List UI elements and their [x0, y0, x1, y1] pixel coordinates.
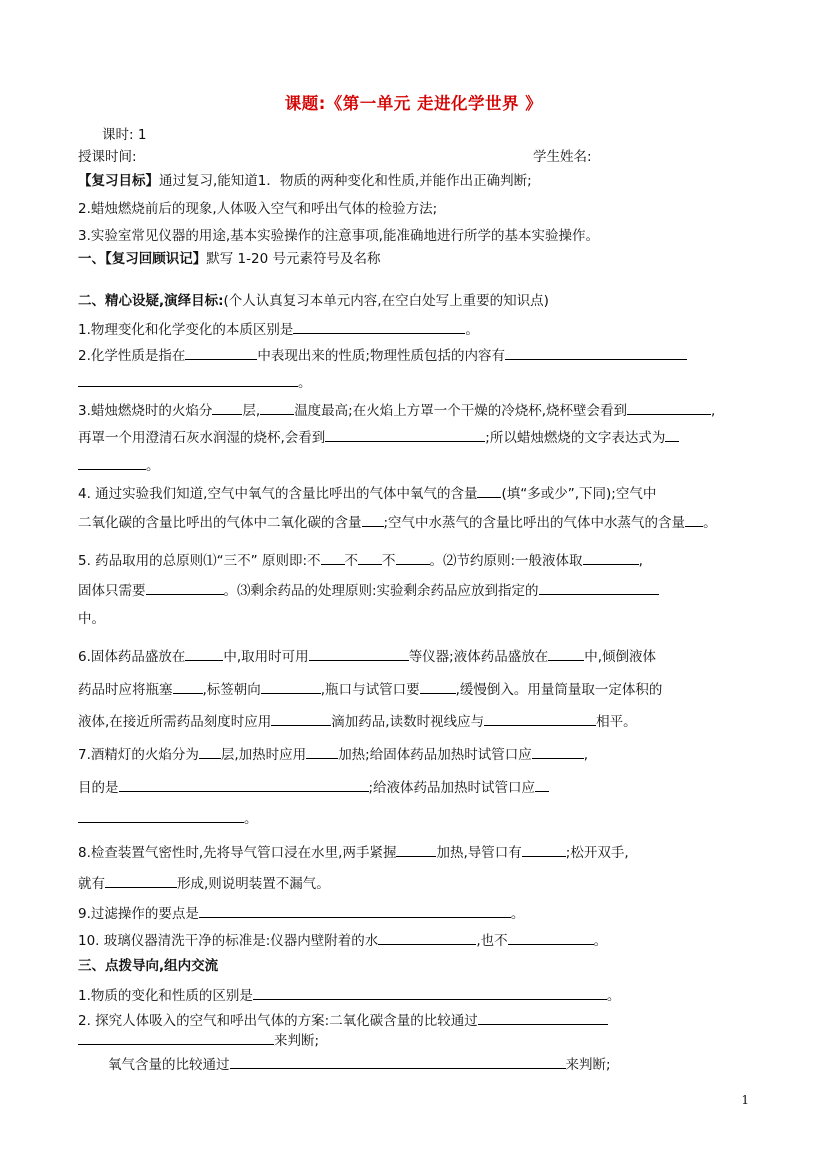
q6-text-i: 液体,在接近所需药品刻度时应用 [78, 714, 272, 730]
question-5-cont [78, 580, 659, 600]
q6-text-h: ,缓慢倒入。用量筒量取一定体积的 [455, 682, 663, 698]
q5-text-a: 5. 药品取用的总原则⑴“三不” 原则即:不 [78, 553, 321, 569]
q4-end: 。 [703, 515, 717, 531]
question-7-cont-2 [78, 808, 258, 828]
p2-blank-1[interactable] [478, 1010, 608, 1025]
goals-label: 【复习目标】 [78, 173, 159, 189]
point-1 [78, 985, 620, 1005]
q4-blank-3[interactable] [685, 512, 703, 527]
q1-blank[interactable] [293, 319, 465, 334]
q7-blank-3[interactable] [532, 744, 584, 759]
q7-end: 。 [244, 811, 258, 827]
q2-blank-2[interactable] [505, 345, 687, 360]
section-2-label: 二、精心设疑,演绎目标: [78, 293, 224, 309]
q7-blank-4[interactable] [119, 777, 369, 792]
q3-blank-3[interactable] [627, 400, 711, 415]
q8-text-a: 8.检查装置气密性时,先将导气管口浸在水里,两手紧握 [78, 845, 397, 861]
q8-text-b: 加热,导管口有 [436, 845, 522, 861]
point-2-cont [78, 1030, 319, 1050]
q5-blank-5[interactable] [146, 580, 224, 595]
q3-blank-2[interactable] [260, 400, 294, 415]
question-8-cont [78, 873, 330, 893]
q6-text-a: 6.固体药品盛放在 [78, 649, 186, 665]
q7-text-e: 目的是 [78, 780, 119, 796]
q6-blank-8[interactable] [484, 711, 596, 726]
q6-blank-5[interactable] [261, 679, 321, 694]
p2-text-a: 2. 探究人体吸入的空气和呼出气体的方案:二氧化碳含量的比较通过 [78, 1013, 478, 1029]
goal-line-3: 3.实验室常见仪器的用途,基本实验操作的注意事项,能准确地进行所学的基本实验操作。 [78, 228, 599, 244]
q4-blank-2[interactable] [362, 512, 384, 527]
q8-text-c: ;松开双手, [565, 845, 629, 861]
q10-text-b: ,也不 [476, 933, 508, 949]
q8-text-d: 就有 [78, 876, 105, 892]
q9-end: 。 [510, 906, 525, 922]
p2-blank-2[interactable] [78, 1030, 274, 1045]
q3-text-c: 温度最高;在火焰上方罩一个干燥的冷烧杯,烧杯壁会看到 [294, 403, 628, 419]
q10-end: 。 [593, 933, 608, 949]
q5-text-e: , [638, 553, 643, 569]
question-2 [78, 345, 687, 365]
p2-text-d: 来判断; [565, 1057, 611, 1073]
q5-text-g: 。⑶剩余药品的处理原则:实验剩余药品应放到指定的 [223, 583, 539, 599]
q9-text: 9.过滤操作的要点是 [78, 906, 199, 922]
q6-blank-6[interactable] [420, 679, 456, 694]
question-8 [78, 842, 629, 862]
q3-end: 。 [146, 458, 160, 474]
section-1-label: 【复习回顾识记】 [105, 251, 207, 267]
goal-line-1 [78, 172, 532, 190]
question-7-cont [78, 777, 549, 797]
q6-text-k: 相平。 [596, 714, 637, 730]
q7-blank-2[interactable] [306, 744, 338, 759]
question-5-cont-2: 中。 [78, 611, 105, 627]
question-2-cont [78, 372, 312, 392]
student-name-label: 学生姓名: [533, 149, 592, 165]
p2-text-c: 氧气含量的比较通过 [108, 1057, 230, 1073]
question-3-cont [78, 427, 679, 447]
teach-time-label: 授课时间: [78, 149, 137, 165]
q4-text-c: 二氧化碳的含量比呼出的气体中二氧化碳的含量 [78, 515, 362, 531]
question-9 [78, 903, 524, 923]
goal-line-2: 2.蜡烛燃烧前后的现象,人体吸入空气和呼出气体的检验方法; [78, 201, 438, 217]
question-3 [78, 400, 715, 420]
q6-blank-1[interactable] [185, 646, 223, 661]
q6-text-j: 滴加药品,读数时视线应与 [331, 714, 485, 730]
question-7 [78, 744, 588, 764]
section-1-heading [78, 250, 380, 268]
p2-text-b: 来判断; [274, 1033, 320, 1049]
q2-text-a: 2.化学性质是指在 [78, 348, 186, 364]
goal-1-text: 通过复习,能知道1．物质的两种变化和性质,并能作出正确判断; [159, 173, 532, 189]
p1-blank[interactable] [253, 985, 607, 1000]
question-10 [78, 930, 607, 950]
q7-text-f: ;给液体药品加热时试管口应 [368, 780, 536, 796]
question-6-cont [78, 679, 662, 699]
q6-blank-4[interactable] [173, 679, 203, 694]
q3-text-e: 再罩一个用澄清石灰水润湿的烧杯,会看到 [78, 430, 326, 446]
q7-text-c: 加热;给固体药品加热时试管口应 [338, 747, 532, 763]
q8-blank-3[interactable] [105, 873, 177, 888]
q3-text-d: , [711, 403, 716, 419]
q8-text-e: 形成,则说明装置不漏气。 [177, 876, 330, 892]
q7-text-d: , [583, 747, 589, 763]
q2-text-b: 中表现出来的性质;物理性质包括的内容有 [257, 348, 505, 364]
q6-text-d: 中,倾倒液体 [584, 649, 657, 665]
q2-end: 。 [298, 375, 312, 391]
q1-end: 。 [465, 322, 479, 338]
q4-text-a: 4. 通过实验我们知道,空气中氧气的含量比呼出的气体中氧气的含量 [78, 486, 478, 502]
point-2-cont-2 [108, 1054, 611, 1074]
q3-blank-4[interactable] [325, 427, 485, 442]
section-3-heading: 三、点拨导向,组内交流 [78, 958, 219, 974]
q4-text-b: (填“多或少”,下同);空气中 [501, 486, 657, 502]
q8-blank-2[interactable] [522, 842, 566, 857]
q3-text-b: 层, [242, 403, 261, 419]
q5-blank-1[interactable] [321, 550, 345, 565]
p1-end: 。 [606, 988, 621, 1004]
section-1-text: 默写 1-20 号元素符号及名称 [206, 251, 381, 267]
q7-blank-6[interactable] [78, 808, 244, 823]
section-2-text: (个人认真复习本单元内容,在空白处写上重要的知识点) [223, 293, 549, 309]
q3-blank-6[interactable] [78, 455, 146, 470]
q5-blank-4[interactable] [583, 550, 639, 565]
q10-text-a: 10. 玻璃仪器清洗干净的标准是:仪器内壁附着的水 [78, 933, 379, 949]
q3-text-f: ;所以蜡烛燃烧的文字表达式为 [485, 430, 666, 446]
q3-blank-5[interactable] [665, 427, 679, 442]
period-label: 课时: 1 [102, 127, 147, 143]
page-number: 1 [741, 1093, 749, 1107]
point-2 [78, 1010, 608, 1030]
section-1-prefix: 一、 [78, 251, 105, 267]
q4-text-d: ;空气中水蒸气的含量比呼出的气体中水蒸气的含量 [383, 515, 686, 531]
question-6-cont-2 [78, 711, 637, 731]
q1-text: 1.物理变化和化学变化的本质区别是 [78, 322, 294, 338]
q7-blank-1[interactable] [199, 744, 221, 759]
q7-text-b: 层,加热时应用 [220, 747, 307, 763]
question-4 [78, 483, 656, 503]
q6-text-e: 药品时应将瓶塞 [78, 682, 173, 698]
q6-text-f: ,标签朝向 [202, 682, 261, 698]
q8-blank-1[interactable] [396, 842, 436, 857]
q3-blank-1[interactable] [212, 400, 242, 415]
q2-blank-1[interactable] [185, 345, 257, 360]
q5-text-b: 不 [344, 553, 358, 569]
q5-text-f: 固体只需要 [78, 583, 146, 599]
q7-blank-5[interactable] [535, 777, 549, 792]
q6-blank-7[interactable] [271, 711, 331, 726]
page-title: 课题:《第一单元 走进化学世界 》 [284, 94, 543, 113]
p2-blank-3[interactable] [230, 1054, 566, 1069]
q6-blank-3[interactable] [548, 646, 584, 661]
q5-blank-6[interactable] [539, 580, 659, 595]
q2-blank-3[interactable] [78, 372, 298, 387]
question-4-cont [78, 512, 717, 532]
q10-blank-2[interactable] [508, 930, 594, 945]
q5-text-d: 。⑵节约原则:一般液体取 [429, 553, 583, 569]
section-2-heading [78, 292, 549, 310]
q6-text-c: 等仪器;液体药品盛放在 [408, 649, 549, 665]
p1-text: 1.物质的变化和性质的区别是 [78, 988, 253, 1004]
q7-text-a: 7.酒精灯的火焰分为 [78, 747, 199, 763]
q4-blank-1[interactable] [477, 483, 501, 498]
q5-blank-2[interactable] [358, 550, 382, 565]
question-1 [78, 319, 479, 339]
question-5 [78, 550, 643, 570]
q3-text-a: 3.蜡烛燃烧时的火焰分 [78, 403, 213, 419]
q9-blank[interactable] [199, 903, 511, 918]
q6-text-g: ,瓶口与试管口要 [320, 682, 420, 698]
q5-text-c: 不 [382, 553, 396, 569]
q6-text-b: 中,取用时可用 [223, 649, 309, 665]
question-3-cont-2 [78, 455, 160, 475]
question-6 [78, 646, 656, 666]
q6-blank-2[interactable] [309, 646, 409, 661]
q10-blank-1[interactable] [378, 930, 476, 945]
q5-blank-3[interactable] [396, 550, 430, 565]
